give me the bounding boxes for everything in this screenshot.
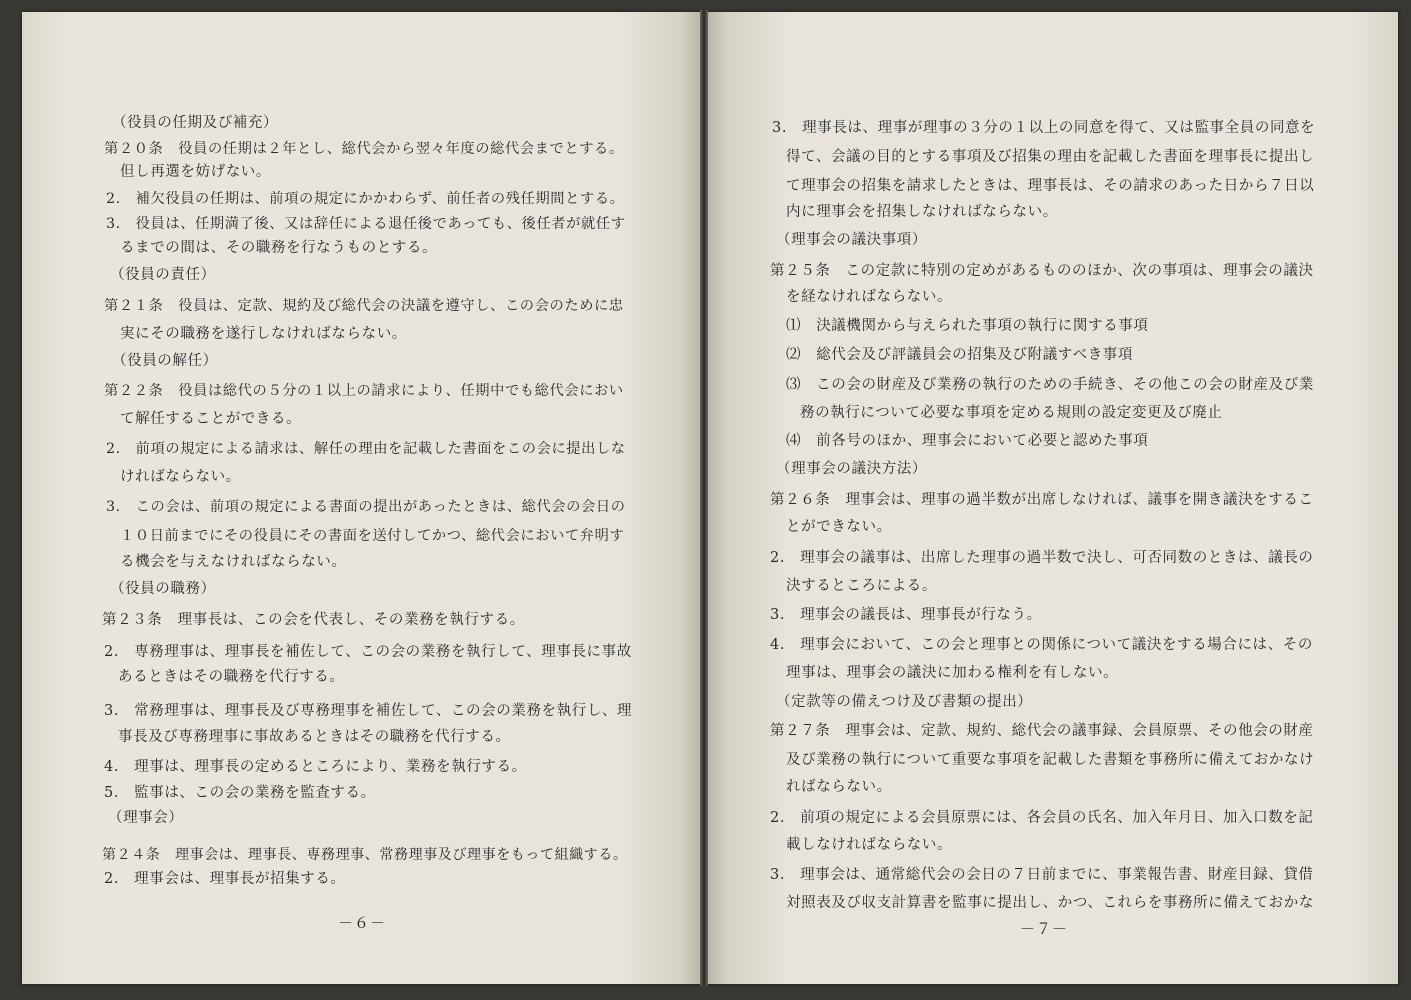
right-line: 3. 理事会の議長は、理事長が行なう。 <box>770 607 1042 623</box>
right-line: 内に理事会を招集しなければならない。 <box>786 204 1058 220</box>
right-line: 及び業務の執行について重要な事項を記載した書類を事務所に備えておかなけ <box>786 752 1315 768</box>
left-line: （役員の任期及び補充） <box>112 115 279 131</box>
left-line: 事長及び専務理事に事故あるときはその職務を代行する。 <box>118 729 511 745</box>
right-line: 2. 前項の規定による会員原票には、各会員の氏名、加入年月日、加入口数を記 <box>770 810 1314 826</box>
left-line: る機会を与えなければならない。 <box>120 554 347 570</box>
left-line: 3. 常務理事は、理事長及び専務理事を補佐して、この会の業務を執行し、理 <box>104 703 633 719</box>
left-line: （役員の責任） <box>110 267 216 283</box>
right-line: 3. 理事長は、理事が理事の３分の１以上の同意を得て、又は監事全員の同意を <box>772 120 1316 136</box>
left-line: 第２４条 理事会は、理事長、専務理事、常務理事及び理事をもって組織する。 <box>102 847 628 863</box>
right-line: 3. 理事会は、通常総代会の会日の７日前までに、事業報告書、財産目録、貸借 <box>770 867 1314 883</box>
left-line: 2. 前項の規定による請求は、解任の理由を記載した書面をこの会に提出しな <box>106 441 626 457</box>
book-gutter <box>700 10 708 986</box>
left-line: 第２３条 理事長は、この会を代表し、その業務を執行する。 <box>102 612 525 628</box>
left-line: 2. 理事会は、理事長が招集する。 <box>104 871 346 887</box>
left-line: １０日前までにその役員にその書面を送付してかつ、総代会において弁明す <box>120 528 625 544</box>
right-line: ⑷ 前各号のほか、理事会において必要と認めた事項 <box>786 433 1149 449</box>
left-line: 4. 理事は、理事長の定めるところにより、業務を執行する。 <box>104 759 527 775</box>
right-line: 得て、会議の目的とする事項及び招集の理由を記載した書面を理事長に提出し <box>786 149 1315 165</box>
right-line: を経なければならない。 <box>786 289 953 305</box>
left-line: （理事会） <box>108 810 184 826</box>
right-line: （定款等の備えつけ及び書類の提出） <box>776 694 1033 710</box>
left-line: 第２２条 役員は総代の５分の１以上の請求により、任期中でも総代会におい <box>104 383 624 399</box>
left-line: （役員の解任） <box>112 353 218 369</box>
left-line: 但し再選を妨げない。 <box>120 164 271 180</box>
left-line: 5. 監事は、この会の業務を監査する。 <box>104 785 376 801</box>
left-line: （役員の職務） <box>110 581 216 597</box>
right-line: 決するところによる。 <box>786 578 937 594</box>
right-line: 第２６条 理事会は、理事の過半数が出席しなければ、議事を開き議決をするこ <box>770 492 1314 508</box>
left-line: 3. この会は、前項の規定による書面の提出があったときは、総代会の会日の <box>106 499 626 515</box>
right-line: 載しなければならない。 <box>786 837 953 853</box>
right-line: 4. 理事会において、この会と理事との関係について議決をする場合には、その <box>770 637 1313 653</box>
left-line: 第２０条 役員の任期は２年とし、総代会から翌々年度の総代会までとする。 <box>104 141 624 157</box>
right-page-number: －７－ <box>1020 920 1069 938</box>
right-line: 務の執行について必要な事項を定める規則の設定変更及び廃止 <box>800 405 1223 421</box>
right-line: ⑵ 総代会及び評議員会の招集及び附議すべき事項 <box>786 347 1134 363</box>
right-line: 理事は、理事会の議決に加わる権利を有しない。 <box>786 665 1119 681</box>
left-line: あるときはその職務を代行する。 <box>118 669 345 685</box>
left-line: ければならない。 <box>120 469 241 485</box>
right-line: 2. 理事会の議事は、出席した理事の過半数で決し、可否同数のときは、議長の <box>770 550 1314 566</box>
left-line: て解任することができる。 <box>120 411 302 427</box>
right-line: （理事会の議決事項） <box>776 232 927 248</box>
left-line: 実にその職務を遂行しなければならない。 <box>120 326 407 342</box>
left-line: 2. 専務理事は、理事長を補佐して、この会の業務を執行して、理事長に事故 <box>104 644 632 660</box>
right-line: ⑴ 決議機関から与えられた事項の執行に関する事項 <box>786 318 1149 334</box>
right-line: ればならない。 <box>786 779 892 795</box>
left-line: るまでの間は、その職務を行なうものとする。 <box>120 240 438 256</box>
right-line: て理事会の招集を請求したときは、理事長は、その請求のあった日から７日以 <box>786 178 1315 194</box>
right-line: 第２７条 理事会は、定款、規約、総代会の議事録、会員原票、その他会の財産 <box>770 723 1314 739</box>
left-line: 2. 補欠役員の任期は、前項の規定にかかわらず、前任者の残任期間とする。 <box>106 191 625 207</box>
left-page-number: －６－ <box>338 914 387 932</box>
right-line: 対照表及び収支計算書を監事に提出し、かつ、これらを事務所に備えておかな <box>786 895 1314 911</box>
right-line: 第２５条 この定款に特別の定めがあるもののほか、次の事項は、理事会の議決 <box>770 263 1314 279</box>
right-line: とができない。 <box>786 519 892 535</box>
right-line: ⑶ この会の財産及び業務の執行のための手続き、その他この会の財産及び業 <box>786 377 1314 393</box>
left-line: 3. 役員は、任期満了後、又は辞任による退任後であっても、後任者が就任す <box>106 216 626 232</box>
right-line: （理事会の議決方法） <box>776 461 927 477</box>
left-line: 第２１条 役員は、定款、規約及び総代会の決議を遵守し、この会のために忠 <box>104 298 624 314</box>
